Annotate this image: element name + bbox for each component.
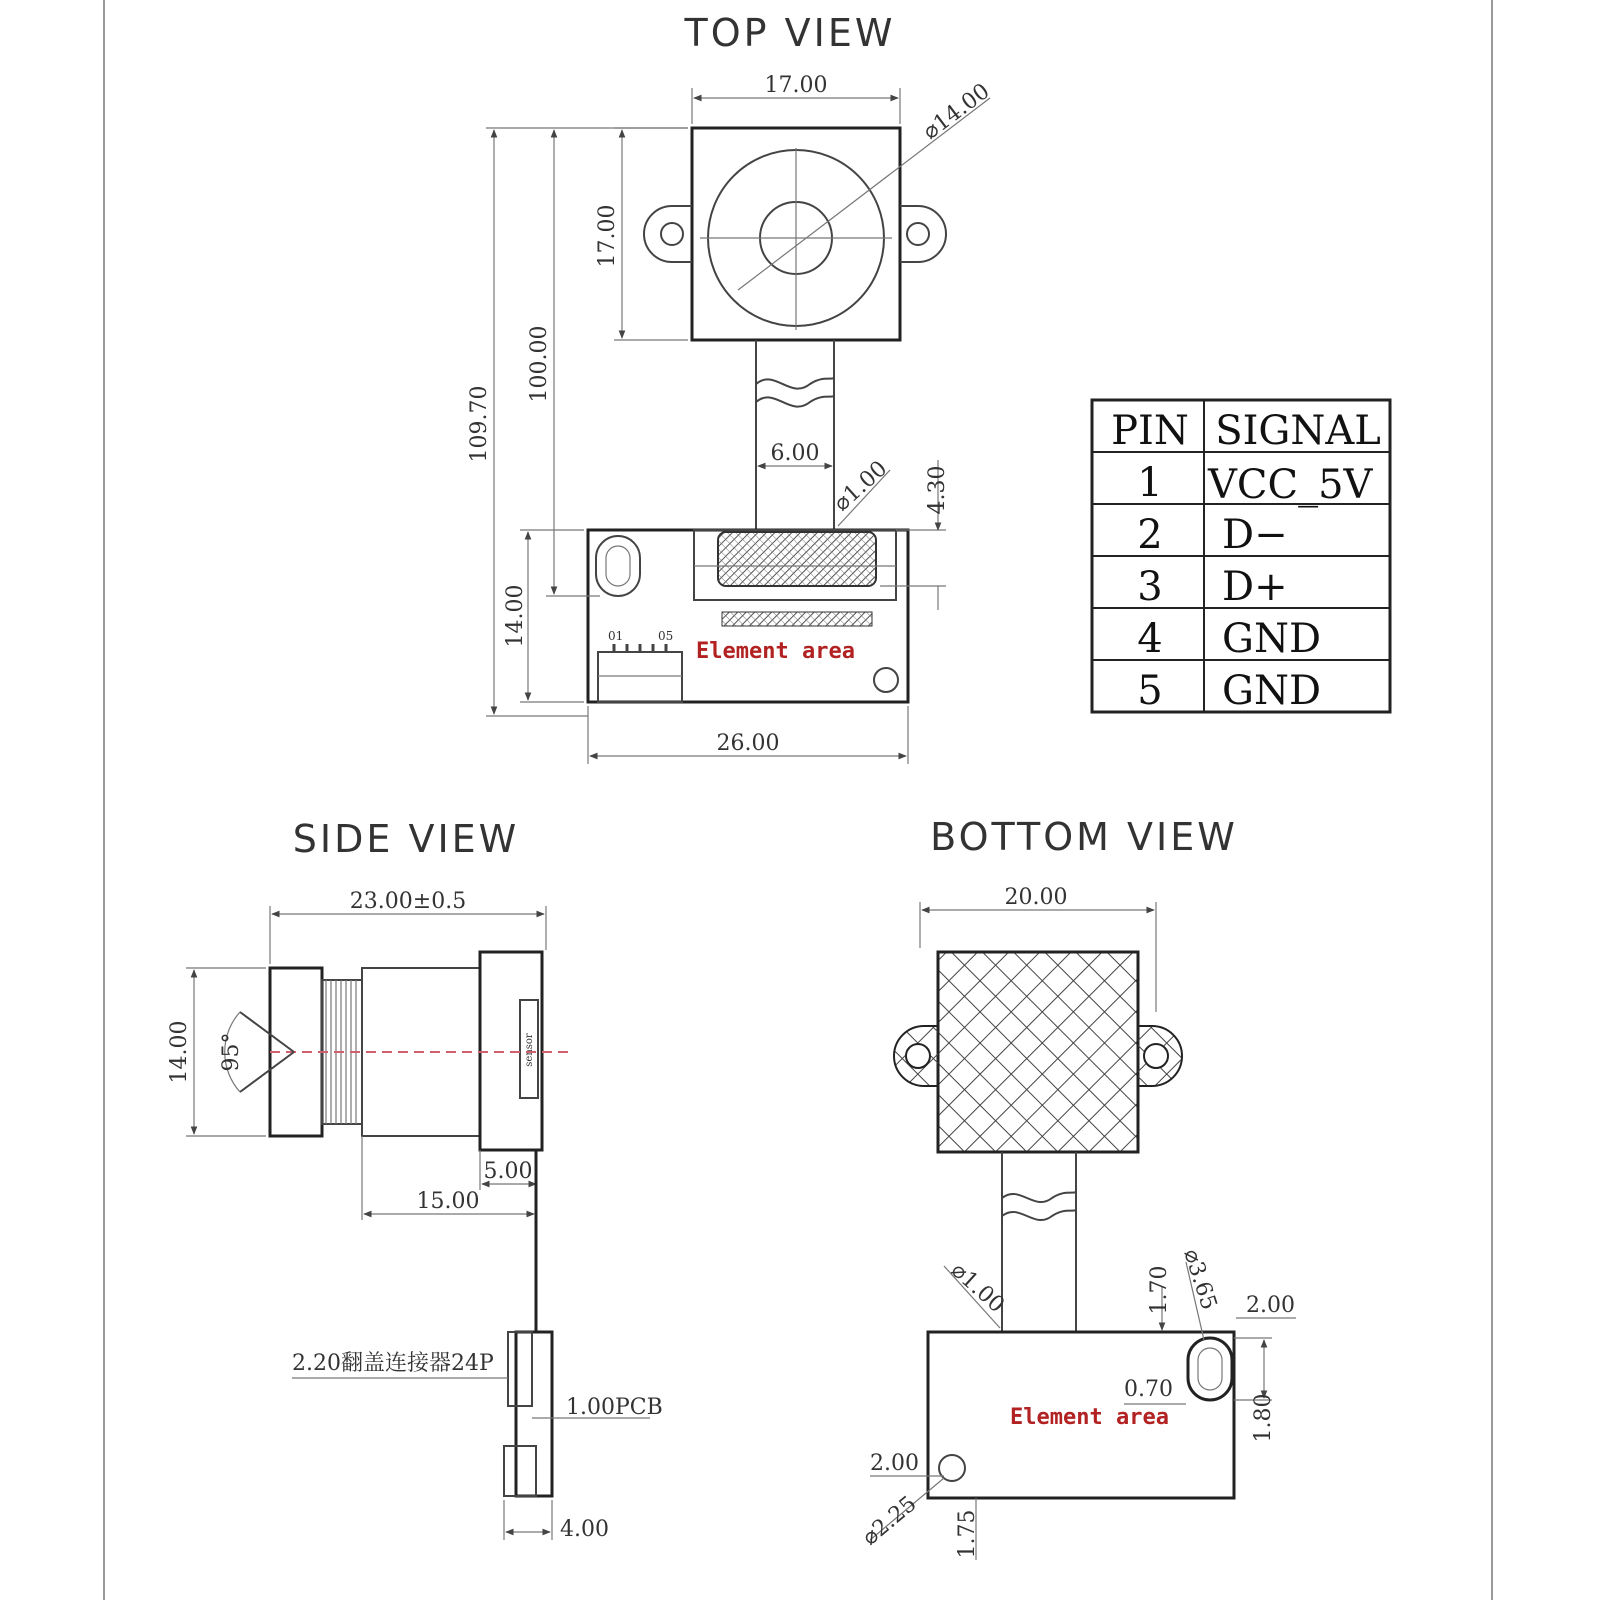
side-view (167, 817, 663, 1542)
sensor-label: sensor (524, 1033, 535, 1067)
table-pin-4: 4 (1137, 616, 1163, 662)
dim-lens-diameter: ⌀14.00 (918, 78, 995, 145)
table-pin-3: 3 (1137, 564, 1163, 610)
pin-first-label: 01 (608, 629, 624, 643)
dim-connector-offset: 4.30 (925, 465, 950, 515)
dim-connector-depth: 4.00 (560, 1517, 609, 1542)
bottom-element-area-label: Element area (1010, 1405, 1169, 1430)
bottom-mount-hole (939, 1455, 965, 1481)
dim-bottom-hole: ⌀1.00 (945, 1257, 1009, 1319)
top-view (467, 11, 994, 764)
bottom-view-title: BOTTOM VIEW (930, 815, 1238, 859)
fov-lines (240, 1012, 294, 1092)
bottom-ear-hole-left (906, 1044, 930, 1068)
dim-fov: 95° (219, 1032, 244, 1072)
pin-last-label: 05 (658, 629, 674, 643)
dim-base-depth: 5.00 (483, 1159, 533, 1184)
table-signal-3: D+ (1222, 564, 1288, 610)
table-header-pin: PIN (1111, 408, 1189, 454)
connector-contacts (718, 532, 876, 586)
cable-break-top (756, 378, 834, 389)
dim-hole-y: 1.75 (955, 1509, 980, 1559)
dim-edge-200: 2.00 (1246, 1293, 1295, 1318)
bottom-slot-hole (1188, 1338, 1232, 1400)
dim-cable-width: 6.00 (770, 441, 820, 466)
bottom-ear-hole-right (1144, 1044, 1168, 1068)
lens-module-bottom (938, 952, 1138, 1152)
table-signal-5: GND (1222, 668, 1322, 714)
element-area-label: Element area (696, 639, 855, 664)
dim-lens-height: 17.00 (595, 204, 620, 268)
table-signal-4: GND (1222, 616, 1322, 662)
top-view-title: TOP VIEW (684, 11, 896, 55)
dim-lens-width: 17.00 (764, 73, 828, 98)
pcb-mount-hole (874, 668, 898, 692)
dim-connector: 2.20翻盖连接器24P (292, 1351, 494, 1376)
dim-cable-length: 100.00 (527, 325, 552, 403)
table-header-signal: SIGNAL (1215, 408, 1381, 454)
pcb-slot-hole (596, 536, 640, 596)
dim-module-width: 20.00 (1004, 885, 1068, 910)
side-view-title: SIDE VIEW (292, 817, 520, 861)
dim-hole-small: ⌀2.25 (857, 1491, 922, 1551)
mount-hole-left (661, 223, 683, 245)
mount-ear-left (644, 206, 692, 262)
table-signal-2: D− (1222, 512, 1288, 558)
side-component (504, 1446, 536, 1496)
pin-signal-table (1092, 400, 1390, 714)
table-pin-2: 2 (1137, 512, 1163, 558)
dim-slot-height: 1.80 (1251, 1393, 1276, 1443)
cable-break-bottom (756, 396, 834, 407)
dim-pcb-height: 14.00 (503, 584, 528, 648)
connector-pins (722, 612, 872, 626)
table-pin-1: 1 (1137, 460, 1163, 506)
dim-slot-diameter: ⌀3.65 (1178, 1246, 1222, 1314)
table-signal-1: VCC_5V (1208, 462, 1373, 508)
dim-hole-diameter: ⌀1.00 (829, 456, 893, 517)
dim-offset-170: 1.70 (1147, 1265, 1172, 1315)
dim-total-length: 109.70 (467, 385, 492, 463)
pin-header (598, 652, 682, 702)
side-pcb (516, 1332, 552, 1496)
dim-hole-x: 2.00 (870, 1451, 919, 1476)
dim-lens-length: 23.00±0.5 (349, 889, 467, 914)
dim-barrel-length: 15.00 (416, 1189, 480, 1214)
bottom-view (858, 815, 1296, 1560)
dim-offset-070: 0.70 (1124, 1377, 1173, 1402)
dim-side-height: 14.00 (167, 1020, 192, 1084)
table-pin-5: 5 (1137, 668, 1163, 714)
side-connector (508, 1332, 532, 1406)
dim-pcb-width: 26.00 (716, 731, 780, 756)
dim-pcb-thickness: 1.00PCB (566, 1395, 663, 1420)
mount-hole-right (907, 223, 929, 245)
